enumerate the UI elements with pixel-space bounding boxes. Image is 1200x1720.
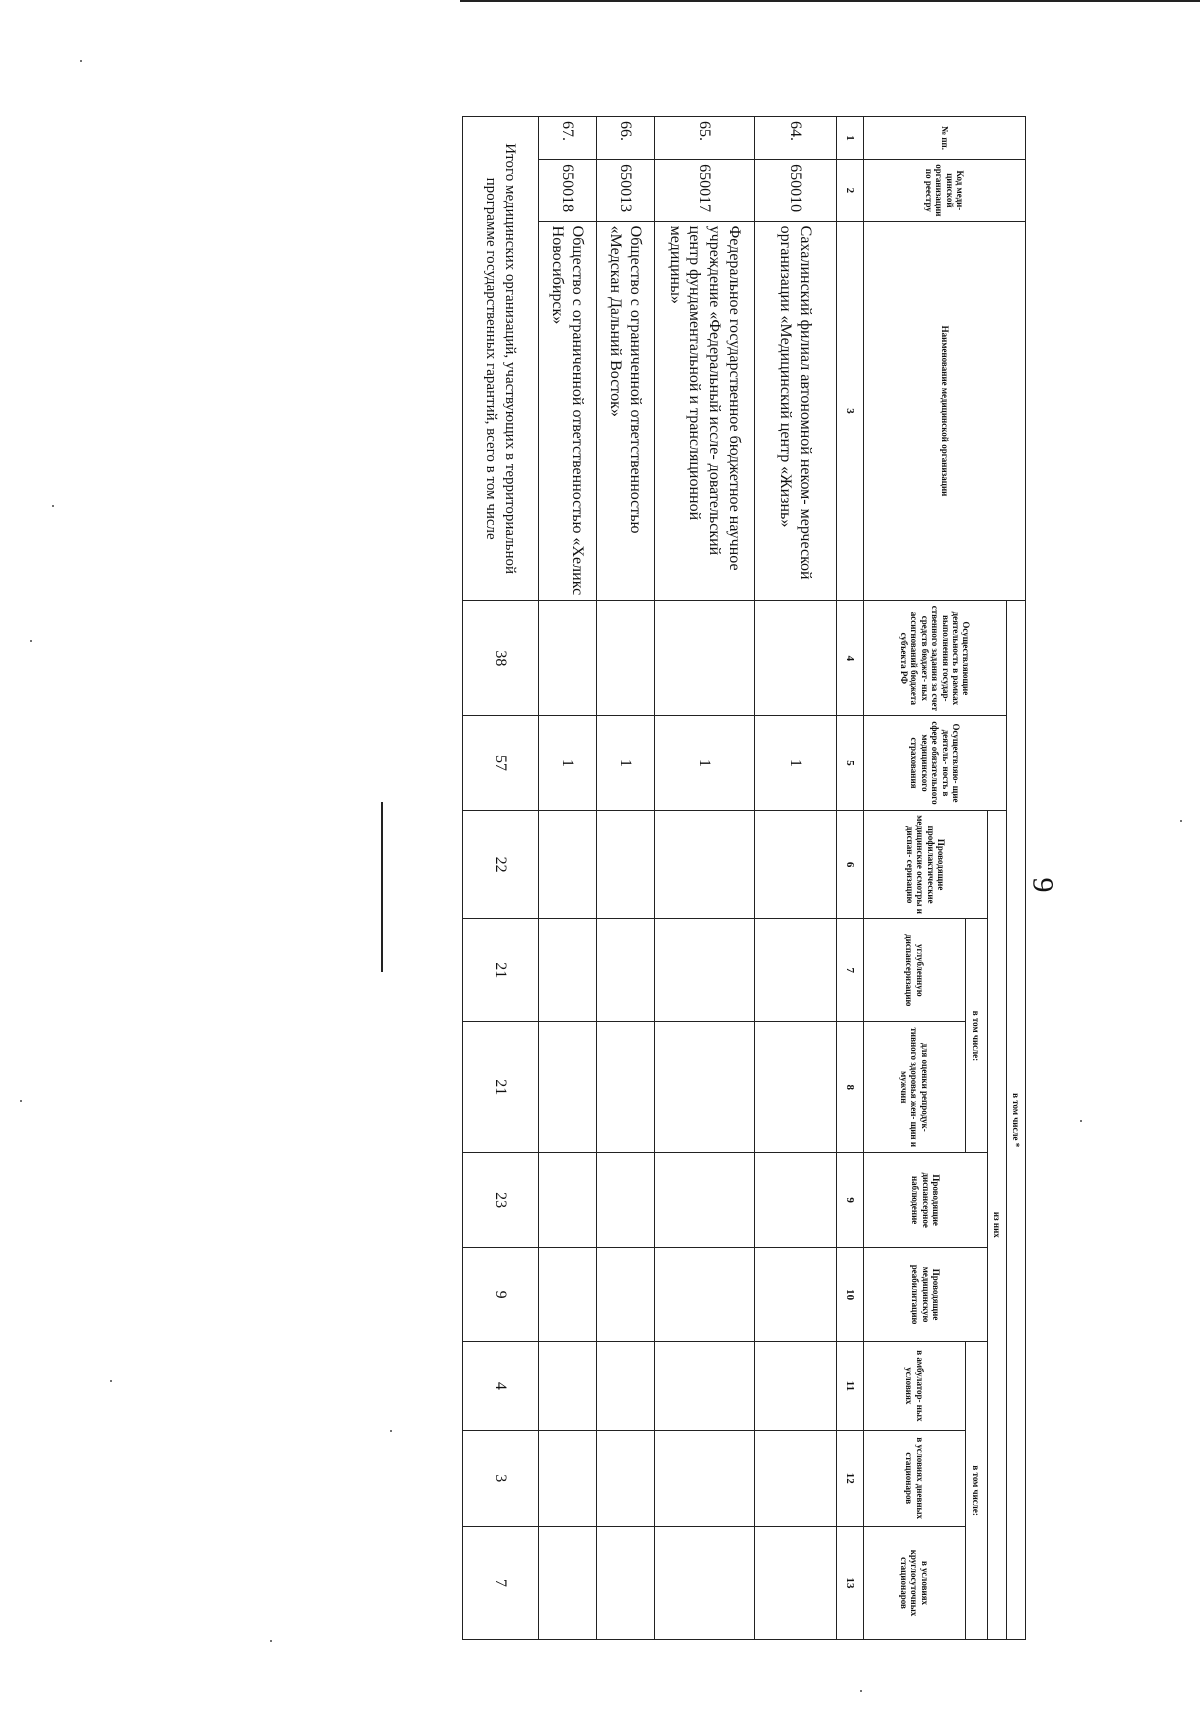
- header-col5: Осуществляю- щие деятель- ность в сфере обязательного медицинского страхования: [864, 716, 1007, 810]
- header-col4: Осуществляющие деятельность в рамках выполнения государ- ственного задания за счет средств бюджет- ных ассигнований бюджета субъекта РФ: [864, 601, 1007, 716]
- cell-empty: [597, 810, 655, 919]
- header-col8: для оценки репродук- тивного здоровья жен- щин и мужчин: [864, 1022, 966, 1153]
- scan-speck: [110, 1380, 112, 1382]
- scan-speck: [80, 60, 82, 62]
- scan-speck: [20, 1100, 22, 1102]
- row-name: Федеральное государственное бюджетное научное учреждение «Федеральный иссле- довательский центр фундаментальной и трансляционной медицины»: [655, 221, 755, 601]
- table-row: [597, 117, 655, 1640]
- cell-col4: [755, 601, 837, 716]
- cell-empty: [655, 919, 755, 1022]
- row-name: Общество с ограниченной ответственностью «Хеликс Новосибирск»: [539, 221, 597, 601]
- column-index: 2: [837, 160, 864, 222]
- cell-col5: 1: [755, 716, 837, 810]
- total-col11: 4: [463, 1342, 539, 1430]
- cell-empty: [597, 919, 655, 1022]
- rotated-table-sheet: [462, 116, 1026, 1640]
- scan-speck: [30, 640, 32, 642]
- header-in-that-number-b: в том числе:: [965, 1342, 987, 1640]
- column-index: 4: [837, 601, 864, 716]
- cell-empty: [755, 919, 837, 1022]
- table-row: [755, 117, 837, 1640]
- scan-speck: [270, 1640, 272, 1642]
- column-index: 1: [837, 117, 864, 160]
- row-num: 64.: [755, 117, 837, 160]
- scan-speck: [1080, 1120, 1082, 1122]
- header-col9: Проводящие диспансерное наблюдение: [864, 1153, 988, 1247]
- cell-empty: [755, 810, 837, 919]
- scan-mark-line: [381, 802, 383, 972]
- header-col13: в условиях круглосуточных стационаров: [864, 1526, 966, 1639]
- column-index: 10: [837, 1247, 864, 1341]
- cell-col4: [539, 601, 597, 716]
- row-code: 650013: [597, 160, 655, 222]
- header-col6: Проводящие профилактические медицинские осмотры и диспан- серизацию: [864, 810, 988, 919]
- cell-empty: [755, 1022, 837, 1153]
- header-num: № пп.: [864, 117, 1026, 160]
- cell-empty: [597, 1526, 655, 1639]
- total-col9: 23: [463, 1153, 539, 1247]
- medical-organizations-table: [462, 116, 1026, 1640]
- total-col4: 38: [463, 601, 539, 716]
- cell-empty: [539, 1247, 597, 1341]
- cell-empty: [755, 1430, 837, 1526]
- header-in-that-number-a: в том числе:: [965, 919, 987, 1153]
- cell-empty: [597, 1153, 655, 1247]
- cell-empty: [655, 1430, 755, 1526]
- scan-speck: [860, 1690, 862, 1692]
- cell-empty: [539, 1430, 597, 1526]
- total-col6: 22: [463, 810, 539, 919]
- header-col7: углубленную диспансеризацию: [864, 919, 966, 1022]
- table-row: [539, 117, 597, 1640]
- cell-empty: [655, 1022, 755, 1153]
- total-col5: 57: [463, 716, 539, 810]
- row-name: Сахалинский филиал автономной неком- мерческой организации «Медицинский центр «Жизнь»: [755, 221, 837, 601]
- column-index: 3: [837, 221, 864, 601]
- total-col8: 21: [463, 1022, 539, 1153]
- header-name: Наименование медицинской организации: [864, 221, 1026, 601]
- cell-empty: [655, 1342, 755, 1430]
- page-number: 9: [1026, 877, 1060, 893]
- cell-empty: [539, 1022, 597, 1153]
- column-index: 13: [837, 1526, 864, 1639]
- cell-empty: [655, 810, 755, 919]
- total-col13: 7: [463, 1526, 539, 1639]
- column-index: 9: [837, 1153, 864, 1247]
- total-col12: 3: [463, 1430, 539, 1526]
- cell-empty: [655, 1526, 755, 1639]
- cell-empty: [755, 1247, 837, 1341]
- cell-col5: 1: [655, 716, 755, 810]
- cell-empty: [539, 810, 597, 919]
- top-border-line: [460, 0, 1200, 2]
- header-of-them: из них: [988, 810, 1007, 1639]
- row-name: Общество с ограниченной ответственностью «Медскан Дальний Восток»: [597, 221, 655, 601]
- row-num: 65.: [655, 117, 755, 160]
- row-code: 650010: [755, 160, 837, 222]
- column-index: 7: [837, 919, 864, 1022]
- total-col10: 9: [463, 1247, 539, 1341]
- row-code: 650017: [655, 160, 755, 222]
- cell-empty: [597, 1022, 655, 1153]
- cell-empty: [539, 1342, 597, 1430]
- row-num: 66.: [597, 117, 655, 160]
- cell-empty: [655, 1247, 755, 1341]
- scan-speck: [390, 1430, 392, 1432]
- header-col12: в условиях дневных стационаров: [864, 1430, 966, 1526]
- cell-empty: [755, 1526, 837, 1639]
- column-index: 12: [837, 1430, 864, 1526]
- column-index: 11: [837, 1342, 864, 1430]
- cell-col5: 1: [539, 716, 597, 810]
- cell-empty: [655, 1153, 755, 1247]
- cell-empty: [755, 1153, 837, 1247]
- column-index: 8: [837, 1022, 864, 1153]
- header-in-that-number: в том числе *: [1007, 601, 1026, 1640]
- column-index: 6: [837, 810, 864, 919]
- cell-col4: [655, 601, 755, 716]
- cell-empty: [597, 1247, 655, 1341]
- cell-empty: [597, 1342, 655, 1430]
- row-num: 67.: [539, 117, 597, 160]
- header-col10: Проводящие медицинскую реабилитацию: [864, 1247, 988, 1341]
- total-label: Итого медицинских организаций, участвующих в территориальной программе государственных гарантий, всего в том числе: [463, 117, 539, 601]
- cell-col4: [597, 601, 655, 716]
- cell-empty: [539, 1153, 597, 1247]
- cell-col5: 1: [597, 716, 655, 810]
- row-code: 650018: [539, 160, 597, 222]
- cell-empty: [539, 919, 597, 1022]
- cell-empty: [539, 1526, 597, 1639]
- total-col7: 21: [463, 919, 539, 1022]
- table-row: [655, 117, 755, 1640]
- header-col11: в амбулатор- ных условиях: [864, 1342, 966, 1430]
- scan-speck: [52, 505, 54, 507]
- cell-empty: [597, 1430, 655, 1526]
- header-code: Код меди- цинской организации по реестру: [864, 160, 1026, 222]
- total-row: [463, 117, 539, 1640]
- cell-empty: [755, 1342, 837, 1430]
- scan-speck: [1180, 820, 1182, 822]
- column-index: 5: [837, 716, 864, 810]
